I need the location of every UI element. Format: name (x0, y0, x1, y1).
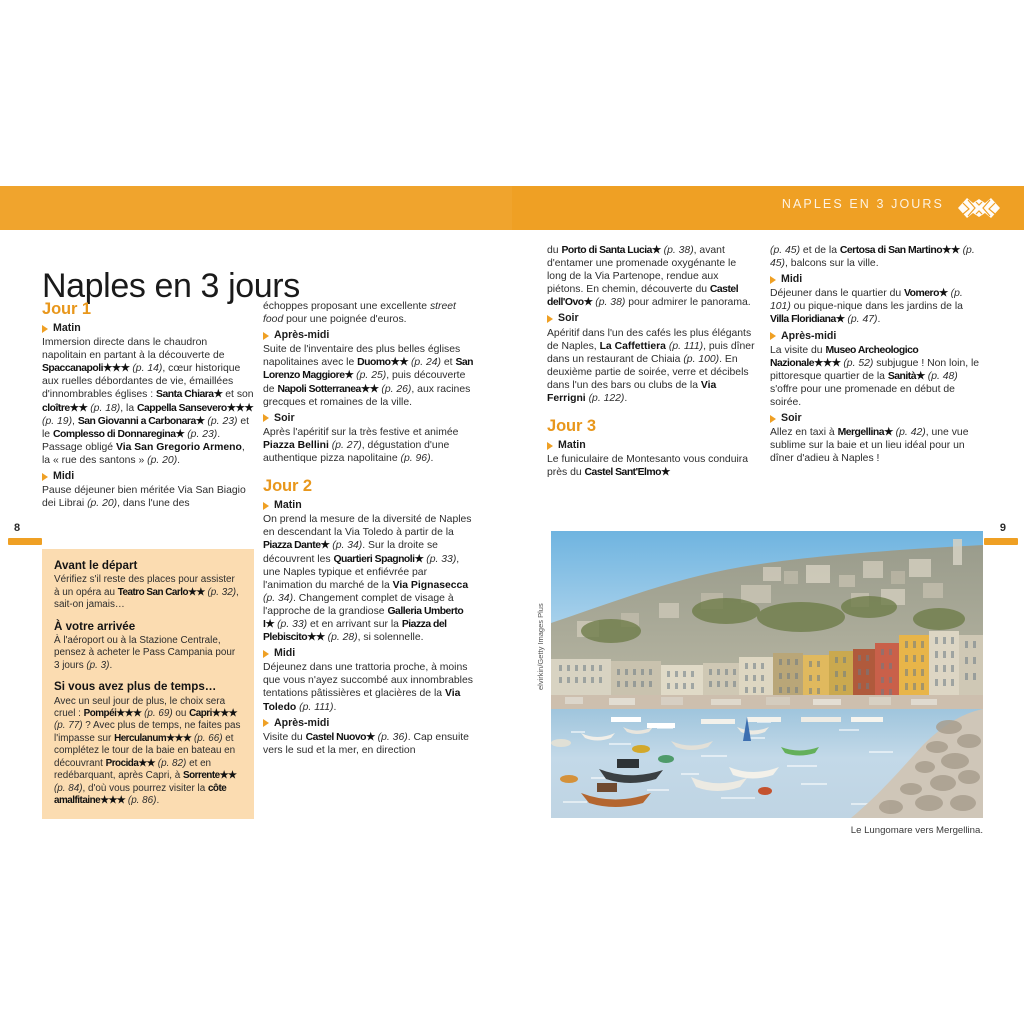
page-number-right-bar (984, 538, 1018, 545)
paragraph-jour1-midi-continued: échoppes proposant une excellente street food pour une poignée d'euros. (263, 301, 456, 326)
infobox-paragraph-a-votre-arrivee: À l'aéroport ou à la Stazione Centrale, pensez à acheter le Pass Campania pour 3 jours (p. 3). (54, 635, 236, 671)
page-number-right: 9 (999, 522, 1006, 534)
paragraph-jour2-apres-midi-continued: du Porto di Santa Lucia★ (p. 38), avant d'entamer une promenade oxygénante le long de la Via Partenope, rendue aux piétons. En chemin, découverte du Castel dell'Ovo★ (p. 38) pour admirer le panorama. (547, 245, 751, 309)
paragraph-jour2-apres-midi: Visite du Castel Nuovo★ (p. 36). Cap ensuite vers le sud et la mer, en direction (263, 731, 469, 756)
subheading-label: Midi (274, 647, 296, 660)
paragraph-jour3-midi: Déjeuner dans le quartier du Vomero★ (p. 101) ou pique-nique dans les jardins de la Villa Floridiana★ (p. 47). (770, 288, 963, 326)
subheading-label: Soir (558, 312, 579, 325)
subheading-matin-jour2 (263, 499, 475, 512)
subheading-label: Midi (781, 273, 803, 286)
day-heading-jour-3: Jour 3 (547, 417, 596, 436)
subheading-label: Après-midi (274, 329, 330, 342)
tips-infobox (42, 549, 254, 819)
subheading-soir-jour1 (263, 412, 475, 425)
subheading-label: Matin (53, 322, 81, 334)
paragraph-jour3-apres-midi: La visite du Museo Archeologico Nazionale★★★ (p. 52) subjugue ! Non loin, le pittoresque quartier de la Sanità★ (p. 48) s'offre pour une promenade en début de soirée. (770, 344, 980, 409)
infobox-heading-avant-le-depart: Avant le départ (54, 559, 138, 572)
subheading-matin-jour3 (547, 439, 756, 452)
triangle-bullet-icon (770, 415, 776, 423)
subheading-label: Soir (781, 412, 802, 425)
subheading-label: Après-midi (274, 716, 330, 729)
triangle-bullet-icon (770, 276, 776, 284)
infobox-paragraph-avant-le-depart: Vérifiez s'il reste des places pour assister à un opéra au Teatro San Carlo★★ (p. 32), sait-on jamais… (54, 574, 239, 611)
column-3 (547, 244, 756, 479)
page-number-left-bar (8, 538, 42, 545)
subheading-label: Midi (53, 470, 75, 483)
photo-lungomare (551, 531, 983, 818)
triangle-bullet-icon (42, 473, 48, 481)
subheading-soir-jour3 (770, 412, 983, 425)
subheading-apres-midi-jour1 (263, 329, 475, 342)
paragraph-jour1-apres-midi: Suite de l'inventaire des plus belles églises napolitaines avec le Duomo★★ (p. 24) et San Lorenzo Maggiore★ (p. 25), puis découverte de Napoli Sotterranea★★ (p. 26), aux racines grecques et romaines de la ville. (263, 344, 474, 408)
column-1 (42, 300, 254, 510)
paragraph-jour1-matin: Immersion directe dans le chaudron napolitain en partant à la découverte de Spaccanapoli★★★ (p. 14), cœur historique aux ruelles débordantes de vie, émaillées d'innombrables églises : Santa Chiara★ et son cloître★★ (p. 18), la Cappella Sansevero★★★ (p. 19), San Giovanni a Carbonara★ (p. 23) et le Complesso di Donnaregina★ (p. 23). Passage obligé Via San Gregorio Armeno, la « rue des santons » (p. 20). (42, 337, 254, 466)
triangle-bullet-icon (263, 650, 269, 658)
triangle-bullet-icon (263, 332, 269, 340)
infobox-paragraph-plus-de-temps: Avec un seul jour de plus, le choix sera cruel : Pompéi★★★ (p. 69) ou Capri★★★ (p. 77) ? Avec plus de temps, ne faites pas l'impasse sur Herculanum★★★ (p. 66) et complétez le tour de la baie en bateau en découvrant Procida★★ (p. 82) et en redébarquant, après Capri, à Sorrente★★ (p. 84), d'où vous pourrez visiter la côte amalfitaine★★★ (p. 86). (54, 695, 241, 806)
paragraph-jour2-soir: Apéritif dans l'un des cafés les plus élégants de Naples, La Caffettiera (p. 111), puis dîner dans un restaurant de Chiaia (p. 100). En deuxième partie de soirée, verre et décibels dans l'un des bars ou clubs de la Via Ferrigni (p. 122). (547, 327, 755, 405)
subheading-apres-midi-jour3 (770, 330, 983, 343)
photo-credit: elvirkin/Getty Images Plus (536, 603, 545, 690)
subheading-label: Matin (558, 439, 586, 452)
subheading-apres-midi-jour2 (263, 717, 475, 730)
triangle-bullet-icon (547, 315, 553, 323)
day-heading-jour-2: Jour 2 (263, 477, 312, 496)
paragraph-jour3-matin-continued: (p. 45) et de la Certosa di San Martino★★ (p. 45), balcons sur la ville. (770, 245, 975, 270)
page-title: Naples en 3 jours (42, 266, 300, 305)
subheading-soir-jour2 (547, 312, 756, 325)
paragraph-jour2-midi: Déjeunez dans une trattoria proche, à moins que vous n'ayez succombé aux innombrables tentations pâtissières et glacières de la Via Toledo (p. 111). (263, 662, 473, 713)
subheading-midi-jour2 (263, 647, 475, 660)
column-4 (770, 244, 983, 466)
infobox-heading-plus-de-temps: Si vous avez plus de temps… (54, 680, 217, 694)
subheading-label: Matin (274, 499, 302, 512)
subheading-midi-jour3 (770, 273, 983, 286)
subheading-matin-jour1 (42, 322, 254, 335)
column-2 (263, 300, 475, 757)
subheading-midi-jour1 (42, 470, 254, 483)
infobox-heading-a-votre-arrivee: À votre arrivée (54, 619, 136, 633)
triangle-bullet-icon (42, 325, 48, 333)
triangle-bullet-icon (263, 414, 269, 422)
page-number-left: 8 (14, 522, 21, 534)
header-band-left-tint (0, 186, 512, 230)
paragraph-jour1-soir: Après l'apéritif sur la très festive et animée Piazza Bellini (p. 27), dégustation d'une authentique pizza napolitaine (p. 96). (263, 426, 459, 465)
subheading-label: Soir (274, 411, 295, 424)
photo-caption: Le Lungomare vers Mergellina. (850, 825, 983, 836)
paragraph-jour1-midi: Pause déjeuner bien méritée Via San Biagio dei Librai (p. 20), dans l'une des (42, 485, 246, 510)
paragraph-jour3-matin: Le funiculaire de Montesanto vous conduira près du Castel Sant'Elmo★ (547, 454, 749, 479)
paragraph-jour2-matin: On prend la mesure de la diversité de Naples en descendant la Via Toledo à partir de la Piazza Dante★ (p. 34). Sur la droite se découvrent les Quartieri Spagnoli★ (p. 33), une Naples typique et enfiévrée par l'animation du marché de la Via Pignasecca (p. 34). Changement complet de visage à l'approche de la grandiose Galleria Umberto I★ (p. 33) et en arrivant sur la Piazza del Plebiscito★★ (p. 28), si solennelle. (263, 514, 472, 644)
running-header-title: NAPLES EN 3 JOURS (781, 197, 944, 211)
triangle-bullet-icon (263, 719, 269, 727)
triangle-bullet-icon (770, 332, 776, 340)
day-heading-jour-1: Jour 1 (42, 300, 91, 318)
handshake-icon (954, 192, 1004, 224)
triangle-bullet-icon (547, 442, 553, 450)
header-band (0, 186, 1024, 230)
subheading-label: Après-midi (781, 329, 837, 342)
photo-illustration (551, 531, 983, 818)
triangle-bullet-icon (263, 502, 269, 510)
paragraph-jour3-soir: Allez en taxi à Mergellina★ (p. 42), une vue sublime sur la baie et un lieu idéal pour un dîner d'adieu à Naples ! (770, 427, 969, 465)
